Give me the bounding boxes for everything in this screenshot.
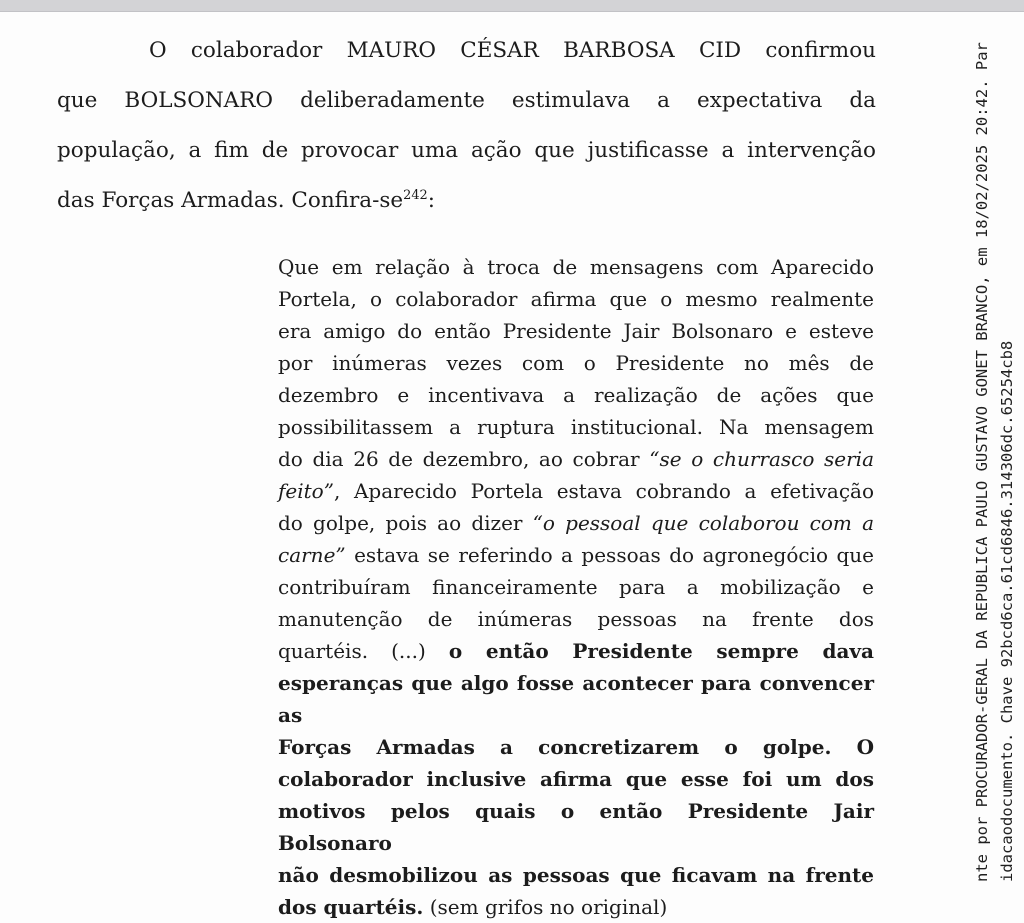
text-segment: possibilitassem a ruptura institucional. Na mensagem (278, 415, 874, 439)
text-line (278, 763, 874, 795)
lead-paragraph (57, 26, 876, 229)
text-segment: quartéis. (...) (278, 639, 449, 663)
text-segment: do dia 26 de dezembro, ao cobrar (278, 447, 650, 471)
text-segment: população, a fim de provocar uma ação que justificasse a intervenção (57, 138, 876, 163)
text-segment: Forças Armadas a concretizarem o golpe. O (278, 735, 874, 759)
text-segment: contribuíram financeiramente para a mobilização e (278, 575, 874, 599)
text-line (278, 891, 874, 923)
text-segment: “o pessoal que colaborou com a (532, 511, 874, 535)
text-line (278, 315, 874, 347)
signature-stamp-line-2: idacaodocumento. Chave 92bcd6ca.61cd6846.314306dc.65254cb8 (998, 340, 1016, 882)
text-segment: o então Presidente sempre dava (448, 639, 874, 663)
top-edge-bar (0, 0, 1024, 12)
text-segment: colaborador inclusive afirma que esse foi um dos (278, 767, 874, 791)
signature-stamp-line-1: nte por PROCURADOR-GERAL DA REPUBLICA PAULO GUSTAVO GONET BRANCO, em 18/02/2025 20:42. Par (973, 42, 991, 882)
text-line (278, 667, 874, 731)
text-segment: era amigo do então Presidente Jair Bolsonaro e esteve (278, 319, 874, 343)
text-segment: esperanças que algo fosse acontecer para convencer as (278, 671, 874, 727)
text-line (278, 731, 874, 763)
text-segment: das Forças Armadas. Confira-se (57, 188, 404, 213)
text-line (57, 26, 876, 76)
text-line (57, 76, 876, 126)
text-segment: dezembro e incentivava a realização de ações que (278, 383, 874, 407)
text-line (278, 251, 874, 283)
text-line (278, 635, 874, 667)
text-line (278, 443, 874, 475)
text-line (278, 571, 874, 603)
text-segment: feito” (278, 479, 334, 503)
text-line (57, 126, 876, 176)
text-line (278, 859, 874, 891)
text-line (278, 507, 874, 539)
text-segment: estava se referindo a pessoas do agronegócio que (345, 543, 874, 567)
footnote-ref: 242 (403, 187, 428, 203)
text-line (278, 539, 874, 571)
page-content (0, 12, 962, 923)
block-quote (278, 251, 874, 923)
text-line (278, 603, 874, 635)
text-segment: que BOLSONARO deliberadamente estimulava a expectativa da (57, 88, 876, 113)
text-line (278, 411, 874, 443)
text-line (57, 176, 876, 229)
text-segment: “se o churrasco seria (649, 447, 874, 471)
text-segment: O colaborador MAURO CÉSAR BARBOSA CID confirmou (149, 38, 876, 63)
text-line (278, 347, 874, 379)
text-segment: Portela, o colaborador afirma que o mesmo realmente (278, 287, 874, 311)
text-line (278, 475, 874, 507)
text-segment: por inúmeras vezes com o Presidente no mês de (278, 351, 874, 375)
text-segment: carne” (278, 543, 346, 567)
text-segment: dos quartéis. (278, 895, 424, 919)
signature-stamp (962, 0, 1024, 882)
text-segment: Que em relação à troca de mensagens com Aparecido (278, 255, 874, 279)
text-segment: manutenção de inúmeras pessoas na frente dos (278, 607, 874, 631)
text-line (278, 283, 874, 315)
text-segment: (sem grifos no original) (423, 895, 668, 919)
text-line (278, 795, 874, 859)
text-line (278, 379, 874, 411)
text-segment: não desmobilizou as pessoas que ficavam na frente (278, 863, 874, 887)
text-segment: motivos pelos quais o então Presidente Jair Bolsonaro (278, 799, 874, 855)
signature-stamp-text (970, 42, 1020, 882)
text-segment: , Aparecido Portela estava cobrando a efetivação (333, 479, 874, 503)
text-segment: : (427, 188, 435, 213)
text-segment: do golpe, pois ao dizer (278, 511, 533, 535)
